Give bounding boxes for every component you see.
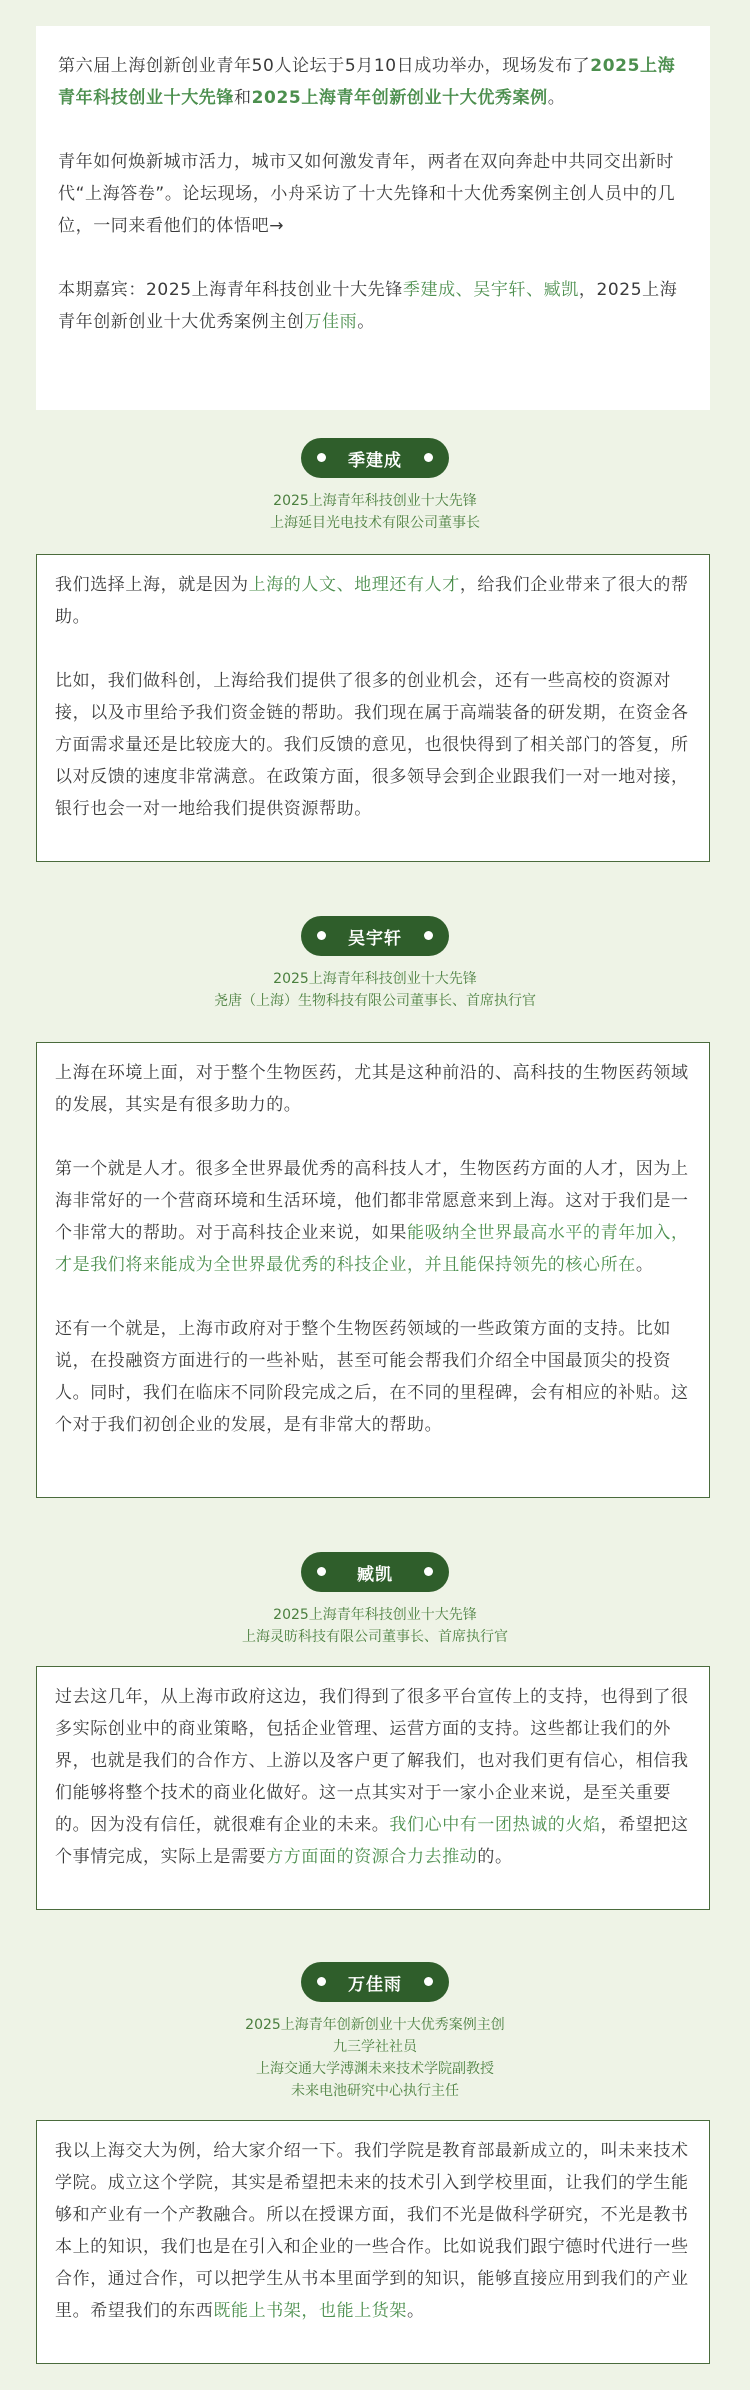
intro-text: 。 — [547, 88, 566, 108]
quote-card-wu-yuxuan — [36, 1042, 710, 1498]
quote-paragraph — [55, 2135, 691, 2327]
quote-highlight: 方方面面的资源合力去推动 — [266, 1847, 478, 1867]
dot-icon — [424, 453, 433, 462]
intro-text: 和 — [234, 88, 252, 108]
quote-text: ，希望把这个事情完成，实际上是需要 — [55, 1815, 689, 1867]
intro-text: 第六届上海创新创业青年50人论坛于5月10日成功举办，现场发布了 — [58, 56, 591, 76]
guest-roles — [0, 490, 750, 534]
guest-name-badge — [301, 1962, 449, 2002]
guest-name: 季建成 — [348, 450, 402, 471]
quote-paragraph: 比如，我们做科创，上海给我们提供了很多的创业机会，还有一些高校的资源对接，以及市里给予我们资金链的帮助。我们现在属于高端装备的研发期，在资金各方面需求量还是比较庞大的。我们反馈的意见，也很快得到了相关部门的答复，所以对反馈的速度非常满意。在政策方面，很多领导会到企业跟我们一对一地对接，银行也会一对一地给我们提供资源帮助。 — [55, 671, 689, 819]
dot-icon — [317, 453, 326, 462]
dot-icon — [424, 1977, 433, 1986]
dot-icon — [424, 1567, 433, 1576]
quote-card-wan-jiayu — [36, 2120, 710, 2364]
highlight-guest-names: 季建成、吴宇轩、臧凯 — [402, 280, 579, 300]
quote-highlight: 能吸纳全世界最高水平的青年加入，才是我们将来能成为全世界最优秀的科技企业，并且能保持领先的核心所在 — [55, 1223, 689, 1275]
dot-icon — [424, 931, 433, 940]
quote-text: 我以上海交大为例，给大家介绍一下。我们学院是教育部最新成立的，叫未来技术学院。成立这个学院，其实是希望把未来的技术引入到学校里面，让我们的学生能够和产业有一个产教融合。所以在授课方面，我们不光是做科学研究，不光是教书本上的知识，我们也是在引入和企业的一些合作。比如说我们跟宁德时代进行一些合作，通过合作，可以把学生从书本里面学到的知识，能够直接应用到我们的产业里。希望我们的东西 — [55, 2141, 689, 2321]
quote-paragraph — [55, 1153, 691, 1281]
intro-paragraph-2: 青年如何焕新城市活力，城市又如何激发青年，两者在双向奔赴中共同交出新时代“上海答卷”。论坛现场，小舟采访了十大先锋和十大优秀案例主创人员中的几位，一同来看他们的体悟吧→ — [58, 152, 676, 236]
guest-name-badge — [301, 438, 449, 478]
highlight-pioneers: 2025上海青年科技创业十大先锋 — [58, 56, 676, 108]
quote-text: 。 — [635, 1255, 654, 1275]
intro-text: ，2025上海青年创新创业十大优秀案例主创 — [58, 280, 678, 332]
guest-roles — [0, 968, 750, 1012]
dot-icon — [317, 1977, 326, 1986]
quote-text: 过去这几年，从上海市政府这边，我们得到了很多平台宣传上的支持，也得到了很多实际创业中的商业策略，包括企业管理、运营方面的支持。这些都让我们的外界，也就是我们的合作方、上游以及客户更了解我们，也对我们更有信心，相信我们能够将整个技术的商业化做好。这一点其实对于一家小企业来说，是至关重要的。因为没有信任，就很难有企业的未来。 — [55, 1687, 689, 1835]
quote-text: 。 — [407, 2301, 425, 2321]
highlight-guest-name: 万佳雨 — [304, 312, 358, 332]
quote-card-zang-kai — [36, 1666, 710, 1910]
quote-paragraph — [55, 569, 691, 633]
guest-name: 万佳雨 — [348, 1974, 402, 1995]
dot-icon — [317, 931, 326, 940]
guest-role: 九三学社社员 — [333, 2039, 417, 2055]
quote-paragraph: 上海在环境上面，对于整个生物医药，尤其是这种前沿的、高科技的生物医药领域的发展，其实是有很多助力的。 — [55, 1063, 689, 1115]
quote-text: 第一个就是人才。很多全世界最优秀的高科技人才，生物医药方面的人才，因为上海非常好的一个营商环境和生活环境，他们都非常愿意来到上海。这对于我们是一个非常大的帮助。对于高科技企业来说，如果 — [55, 1159, 689, 1243]
highlight-cases: 2025上海青年创新创业十大优秀案例 — [251, 88, 548, 108]
intro-paragraph-3 — [58, 274, 688, 338]
guest-role: 2025上海青年科技创业十大先锋 — [273, 1607, 477, 1623]
guest-name: 臧凯 — [357, 1564, 393, 1585]
guest-name: 吴宇轩 — [348, 928, 402, 949]
quote-paragraph — [55, 1681, 691, 1873]
guest-role: 上海交通大学溥渊未来技术学院副教授 — [256, 2061, 494, 2077]
guest-role: 2025上海青年创新创业十大优秀案例主创 — [245, 2017, 505, 2033]
quote-highlight: 我们心中有一团热诚的火焰 — [389, 1815, 601, 1835]
quote-text: ，给我们企业带来了很大的帮助。 — [55, 575, 689, 627]
guest-role: 未来电池研究中心执行主任 — [291, 2083, 459, 2099]
quote-highlight: 上海的人文、地理还有人才 — [248, 575, 460, 595]
guest-role: 上海延目光电技术有限公司董事长 — [270, 515, 480, 531]
quote-card-ji-jiancheng — [36, 554, 710, 862]
quote-highlight: 既能上书架，也能上货架 — [213, 2301, 408, 2321]
intro-box — [36, 26, 710, 410]
guest-role: 尧唐（上海）生物科技有限公司董事长、首席执行官 — [214, 993, 536, 1009]
quote-paragraph: 还有一个就是，上海市政府对于整个生物医药领域的一些政策方面的支持。比如说，在投融资方面进行的一些补贴，甚至可能会帮我们介绍全中国最顶尖的投资人。同时，我们在临床不同阶段完成之后，在不同的里程碑，会有相应的补贴。这个对于我们初创企业的发展，是有非常大的帮助。 — [55, 1319, 689, 1435]
guest-role: 2025上海青年科技创业十大先锋 — [273, 971, 477, 987]
guest-roles — [0, 2014, 750, 2102]
guest-role: 上海灵昉科技有限公司董事长、首席执行官 — [242, 1629, 508, 1645]
guest-name-badge — [301, 1552, 449, 1592]
intro-paragraph-1 — [58, 50, 688, 114]
guest-role: 2025上海青年科技创业十大先锋 — [273, 493, 477, 509]
guest-name-badge — [301, 916, 449, 956]
quote-text: 我们选择上海，就是因为 — [55, 575, 249, 595]
quote-text: 的。 — [477, 1847, 513, 1867]
guest-roles — [0, 1604, 750, 1648]
dot-icon — [317, 1567, 326, 1576]
intro-text: 。 — [357, 312, 375, 332]
intro-text: 本期嘉宾：2025上海青年科技创业十大先锋 — [58, 280, 403, 300]
